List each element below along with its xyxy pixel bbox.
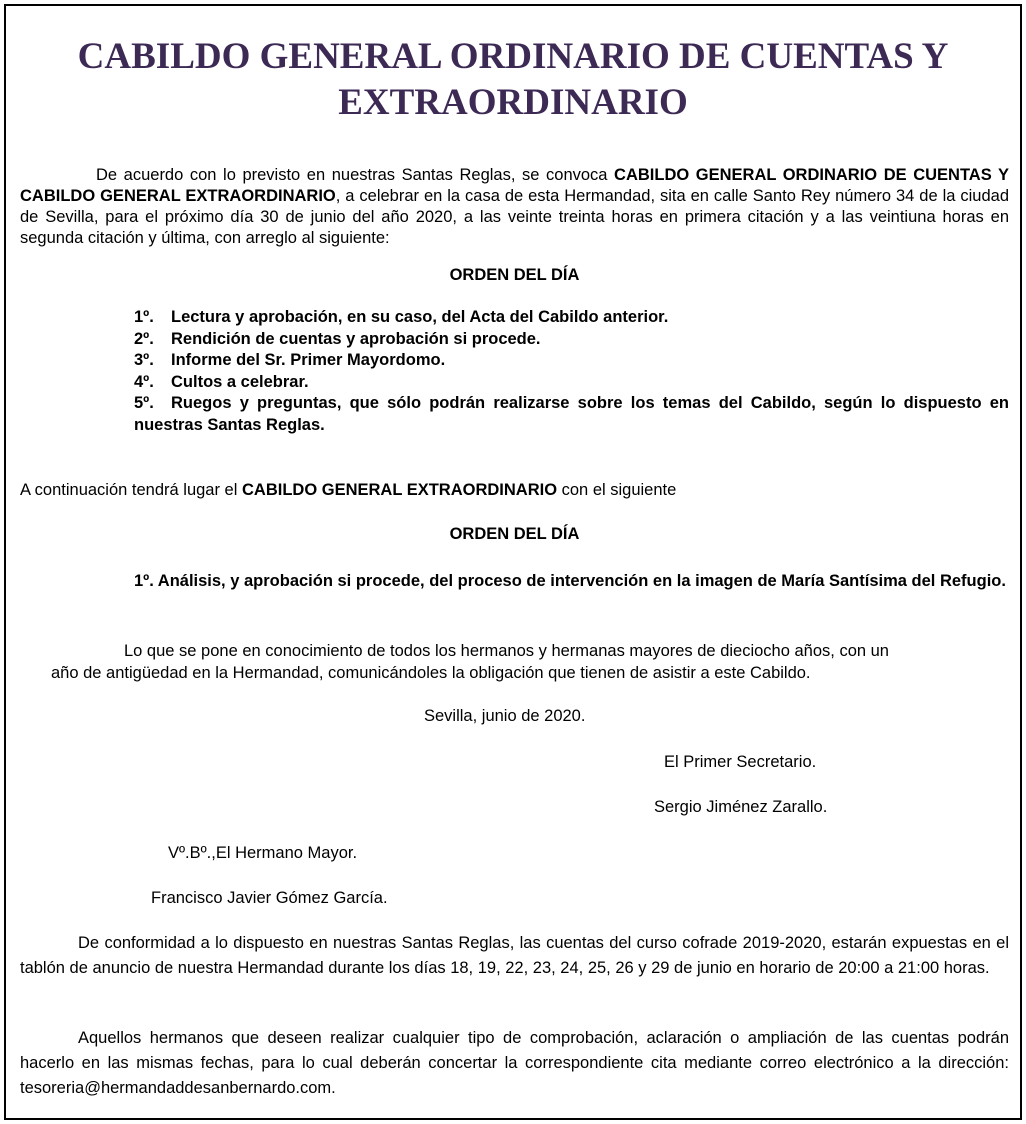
agenda-heading-extraordinary: ORDEN DEL DÍA <box>449 525 580 543</box>
agenda-item-number: 2º. <box>134 329 154 348</box>
agenda-item-number: 5º. <box>134 394 154 412</box>
notice-line-2: año de antigüedad en la Hermandad, comunicándoles la obligación que tienen de asistir a este Cabildo. <box>51 664 811 682</box>
agenda-item-text: Cultos a celebrar. <box>171 372 309 391</box>
contact-paragraph: Aquellos hermanos que deseen realizar cualquier tipo de comprobación, aclaración o ampliación de las cuentas podrán hacerlo en las mismas fechas, para lo cual deberán concertar la correspondiente cita mediante correo electrónico a la dirección: tesoreria@hermandaddesanbernardo.com. <box>20 1029 1009 1097</box>
agenda-item-text: Informe del Sr. Primer Mayordomo. <box>171 351 446 369</box>
agenda-item-number: 1º. <box>134 572 154 590</box>
intro-text-1: De acuerdo con lo previsto en nuestras Santas Reglas, se convoca <box>96 166 615 184</box>
intro-text-2: , a celebrar en la casa de esta Hermandad, sita en calle Santo Rey número 34 de la ciudad de Sevilla, para el próximo día 30 de junio del año 2020, a las veinte treinta horas en primera citación y a las veintiuna horas en segunda citación y última, con arreglo al siguiente: <box>20 187 1009 247</box>
continuation-text-2: con el siguiente <box>557 481 677 499</box>
agenda-item-number: 4º. <box>134 372 154 391</box>
agenda-heading-ordinary: ORDEN DEL DÍA <box>449 266 580 284</box>
agenda-list-extraordinary <box>134 570 1009 593</box>
convocation-paragraph <box>20 165 1009 249</box>
continuation-paragraph <box>20 480 676 501</box>
agenda-item-number: 1º. <box>134 308 154 326</box>
notice-line-1: Lo que se pone en conocimiento de todos los hermanos y hermanas mayores de dieciocho años, con un <box>124 642 889 660</box>
agenda-item-text: Ruegos y preguntas, que sólo podrán realizarse sobre los temas del Cabildo, según lo dispuesto en nuestras Santas Reglas. <box>134 394 1009 434</box>
document-title: CABILDO GENERAL ORDINARIO DE CUENTAS Y EXTRAORDINARIO <box>77 36 949 123</box>
agenda-item <box>134 350 1009 372</box>
agenda-item <box>134 329 1009 351</box>
secretary-title: El Primer Secretario. <box>664 753 817 771</box>
intro-bold: CABILDO GENERAL ORDINARIO DE CUENTAS Y CABILDO GENERAL EXTRAORDINARIO <box>20 166 1010 205</box>
place-date: Sevilla, junio de 2020. <box>424 707 586 725</box>
agenda-item-text: Análisis, y aprobación si procede, del proceso de intervención en la imagen de María Santísima del Refugio. <box>157 572 1006 590</box>
continuation-text-1: A continuación tendrá lugar el <box>20 481 242 499</box>
agenda-item <box>134 570 1009 593</box>
accounts-paragraph: De conformidad a lo dispuesto en nuestras Santas Reglas, las cuentas del curso cofrade 2019-2020, estarán expuestas en el tablón de anuncio de nuestra Hermandad durante los días 18, 19, 22, 23, 24, 25, 26 y 29 de junio en horario de 20:00 a 21:00 horas. <box>20 934 1009 977</box>
agenda-item-number: 3º. <box>134 351 154 369</box>
secretary-name: Sergio Jiménez Zarallo. <box>654 798 828 816</box>
continuation-bold: CABILDO GENERAL EXTRAORDINARIO <box>242 481 558 499</box>
agenda-item-text: Rendición de cuentas y aprobación si procede. <box>171 329 541 348</box>
agenda-list-ordinary <box>134 307 1009 436</box>
agenda-item <box>134 372 1009 394</box>
mayor-name: Francisco Javier Gómez García. <box>151 889 388 907</box>
agenda-item-text: Lectura y aprobación, en su caso, del Acta del Cabildo anterior. <box>171 308 669 326</box>
mayor-title: Vº.Bº.,El Hermano Mayor. <box>168 844 358 862</box>
agenda-item <box>134 307 1009 329</box>
agenda-item <box>134 393 1009 436</box>
